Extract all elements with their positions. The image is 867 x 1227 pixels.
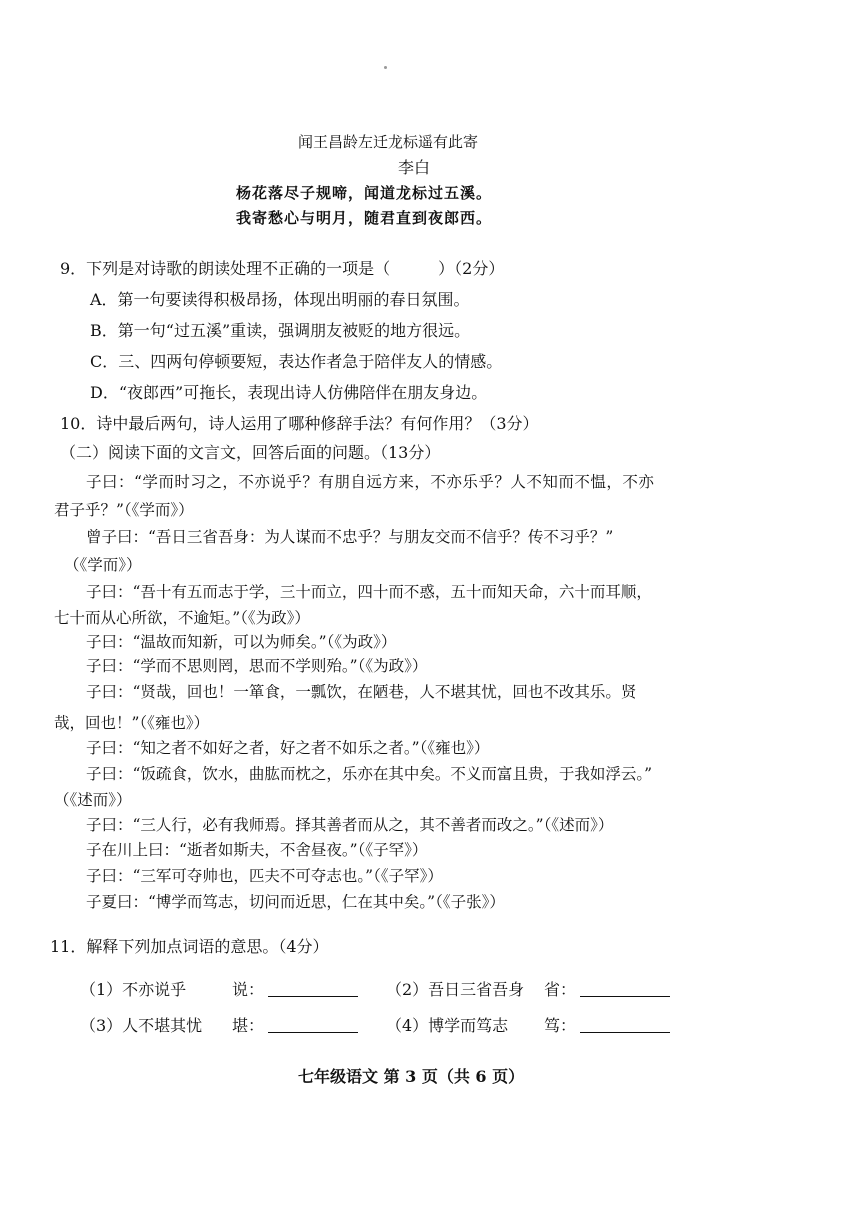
- q11-item-phrase: （4）博学而笃志: [386, 1016, 509, 1035]
- q11-item-2: [386, 980, 524, 1000]
- page-footer: 七年级语文 第 3 页（共 6 页）: [298, 1067, 525, 1086]
- passage-line: 子曰：“温故而知新，可以为师矣。”（《为政》）: [86, 633, 397, 651]
- poem-title: 闻王昌龄左迁龙标遥有此寄: [298, 133, 479, 151]
- q11-item-word: 说：: [232, 980, 265, 999]
- q11-item-word: 笃：: [544, 1016, 577, 1035]
- question-10-stem: 10．诗中最后两句，诗人运用了哪种修辞手法？有何作用？（3分）: [60, 414, 539, 433]
- poem-line-1: 杨花落尽子规啼，闻道龙标过五溪。: [236, 184, 493, 202]
- passage-line: 子夏曰：“博学而笃志，切问而近思，仁在其中矣。”（《子张》）: [86, 893, 505, 911]
- poem-author: 李白: [398, 158, 431, 177]
- passage-line: 子曰：“学而不思则罔，思而不学则殆。”（《为政》）: [86, 657, 428, 675]
- scan-speck: [384, 66, 387, 69]
- question-9-stem: 9．下列是对诗歌的朗读处理不正确的一项是（ ）（2分）: [60, 259, 505, 278]
- passage-line: 子曰：“三人行，必有我师焉。择其善者而从之，其不善者而改之。”（《述而》）: [86, 816, 614, 834]
- q11-item-phrase: （2）吾日三省吾身: [386, 980, 525, 999]
- passage-line: 子曰：“贤哉，回也！一箪食，一瓢饮，在陋巷，人不堪其忧，回也不改其乐。贤: [86, 683, 637, 701]
- q11-item-4: [386, 1016, 508, 1036]
- q11-item-2-answer: [544, 980, 670, 1000]
- passage-line: 子曰：“吾十有五而志于学，三十而立，四十而不惑，五十而知天命，六十而耳顺，: [86, 583, 652, 601]
- q11-item-word: 省：: [544, 980, 577, 999]
- q11-item-1-answer: [232, 980, 358, 1000]
- passage-line: 子曰：“三军可夺帅也，匹夫不可夺志也。”（《子罕》）: [86, 867, 443, 885]
- q11-item-3-answer: [232, 1016, 358, 1036]
- passage-line: 子曰：“知之者不如好之者，好之者不如乐之者。”（《雍也》）: [86, 739, 490, 757]
- passage-line: 七十而从心所欲，不逾矩。”（《为政》）: [54, 609, 310, 627]
- answer-blank[interactable]: [580, 1016, 670, 1033]
- passage-line: 子曰：“饭疏食，饮水，曲肱而枕之，乐亦在其中矣。不义而富且贵，于我如浮云。”: [86, 765, 653, 783]
- q11-item-4-answer: [544, 1016, 670, 1036]
- q11-item-phrase: （1）不亦说乎: [80, 980, 187, 999]
- passage-line: 子在川上曰：“逝者如斯夫，不舍昼夜。”（《子罕》）: [86, 841, 428, 859]
- poem-line-2: 我寄愁心与明月，随君直到夜郎西。: [236, 209, 493, 227]
- answer-blank[interactable]: [268, 980, 358, 997]
- passage-line: 子曰：“学而时习之，不亦说乎？有朋自远方来，不亦乐乎？人不知而不愠，不亦: [86, 473, 655, 491]
- q11-item-3: [80, 1016, 202, 1036]
- answer-blank[interactable]: [580, 980, 670, 997]
- section-2-heading: （二）阅读下面的文言文，回答后面的问题。（13分）: [60, 443, 441, 462]
- question-11-stem: 11．解释下列加点词语的意思。（4分）: [50, 937, 329, 956]
- answer-blank[interactable]: [268, 1016, 358, 1033]
- q11-item-1: [80, 980, 186, 1000]
- q11-item-word: 堪：: [232, 1016, 265, 1035]
- passage-line: 君子乎？”（《学而》）: [54, 501, 194, 519]
- passage-line: （《述而》）: [54, 791, 132, 809]
- question-9-option-a: A．第一句要读得积极昂扬，体现出明丽的春日氛围。: [90, 290, 470, 309]
- question-9-option-c: C．三、四两句停顿要短，表达作者急于陪伴友人的情感。: [90, 352, 503, 371]
- passage-line: 曾子曰：“吾日三省吾身：为人谋而不忠乎？与朋友交而不信乎？传不习乎？”: [86, 528, 614, 546]
- question-9-option-d: D．“夜郎西”可拖长，表现出诗人仿佛陪伴在朋友身边。: [90, 383, 488, 402]
- passage-line: 哉，回也！”（《雍也》）: [54, 714, 210, 732]
- q11-item-phrase: （3）人不堪其忧: [80, 1016, 203, 1035]
- question-9-option-b: B．第一句“过五溪”重读，强调朋友被贬的地方很远。: [90, 321, 471, 340]
- passage-line: （《学而》）: [64, 556, 142, 574]
